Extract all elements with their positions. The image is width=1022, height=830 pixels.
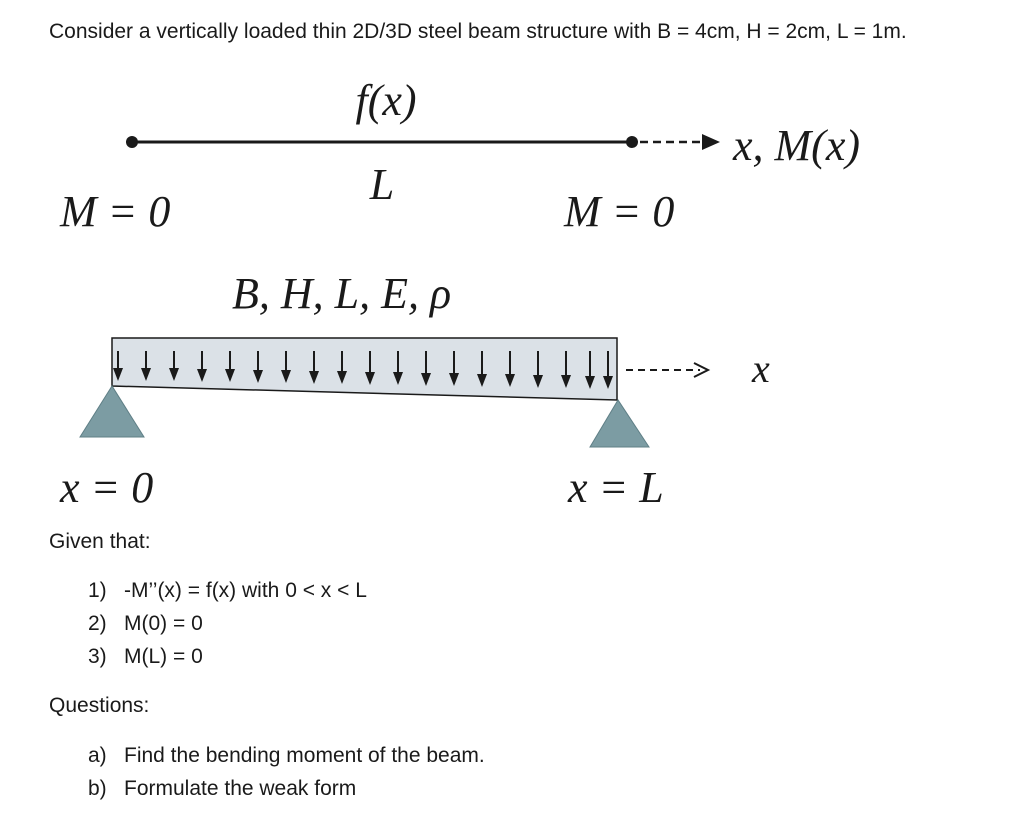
questions-list <box>88 739 485 805</box>
x-moment-axis-label: x, M(x) <box>733 121 861 170</box>
length-label: L <box>369 160 395 209</box>
left-support-icon <box>80 386 144 437</box>
questions-heading: Questions: <box>49 694 150 717</box>
given-item: 3) M(L) = 0 <box>88 645 203 668</box>
beam-body <box>112 338 617 400</box>
right-boundary-condition: M = 0 <box>564 187 675 236</box>
beam-x-axis-label: x <box>752 346 770 391</box>
left-position-label: x = 0 <box>60 463 154 512</box>
given-list <box>88 574 367 673</box>
problem-statement: Consider a vertically loaded thin 2D/3D steel beam structure with B = 4cm, H = 2cm, L = 1m. <box>49 20 907 43</box>
given-heading: Given that: <box>49 530 151 553</box>
given-item: 1) -M’’(x) = f(x) with 0 < x < L <box>88 579 367 602</box>
left-end-node <box>126 136 138 148</box>
question-item: b) Formulate the weak form <box>88 777 357 800</box>
load-function-label: f(x) <box>355 76 417 125</box>
left-boundary-condition: M = 0 <box>60 187 171 236</box>
right-support-icon <box>590 400 649 447</box>
beam-x-axis-arrow-icon <box>694 363 708 377</box>
beam-parameters-label: B, H, L, E, ρ <box>232 269 452 318</box>
arrow-head-icon <box>702 134 720 150</box>
right-position-label: x = L <box>568 463 664 512</box>
question-item: a) Find the bending moment of the beam. <box>88 744 485 767</box>
right-end-node <box>626 136 638 148</box>
given-item: 2) M(0) = 0 <box>88 612 203 635</box>
